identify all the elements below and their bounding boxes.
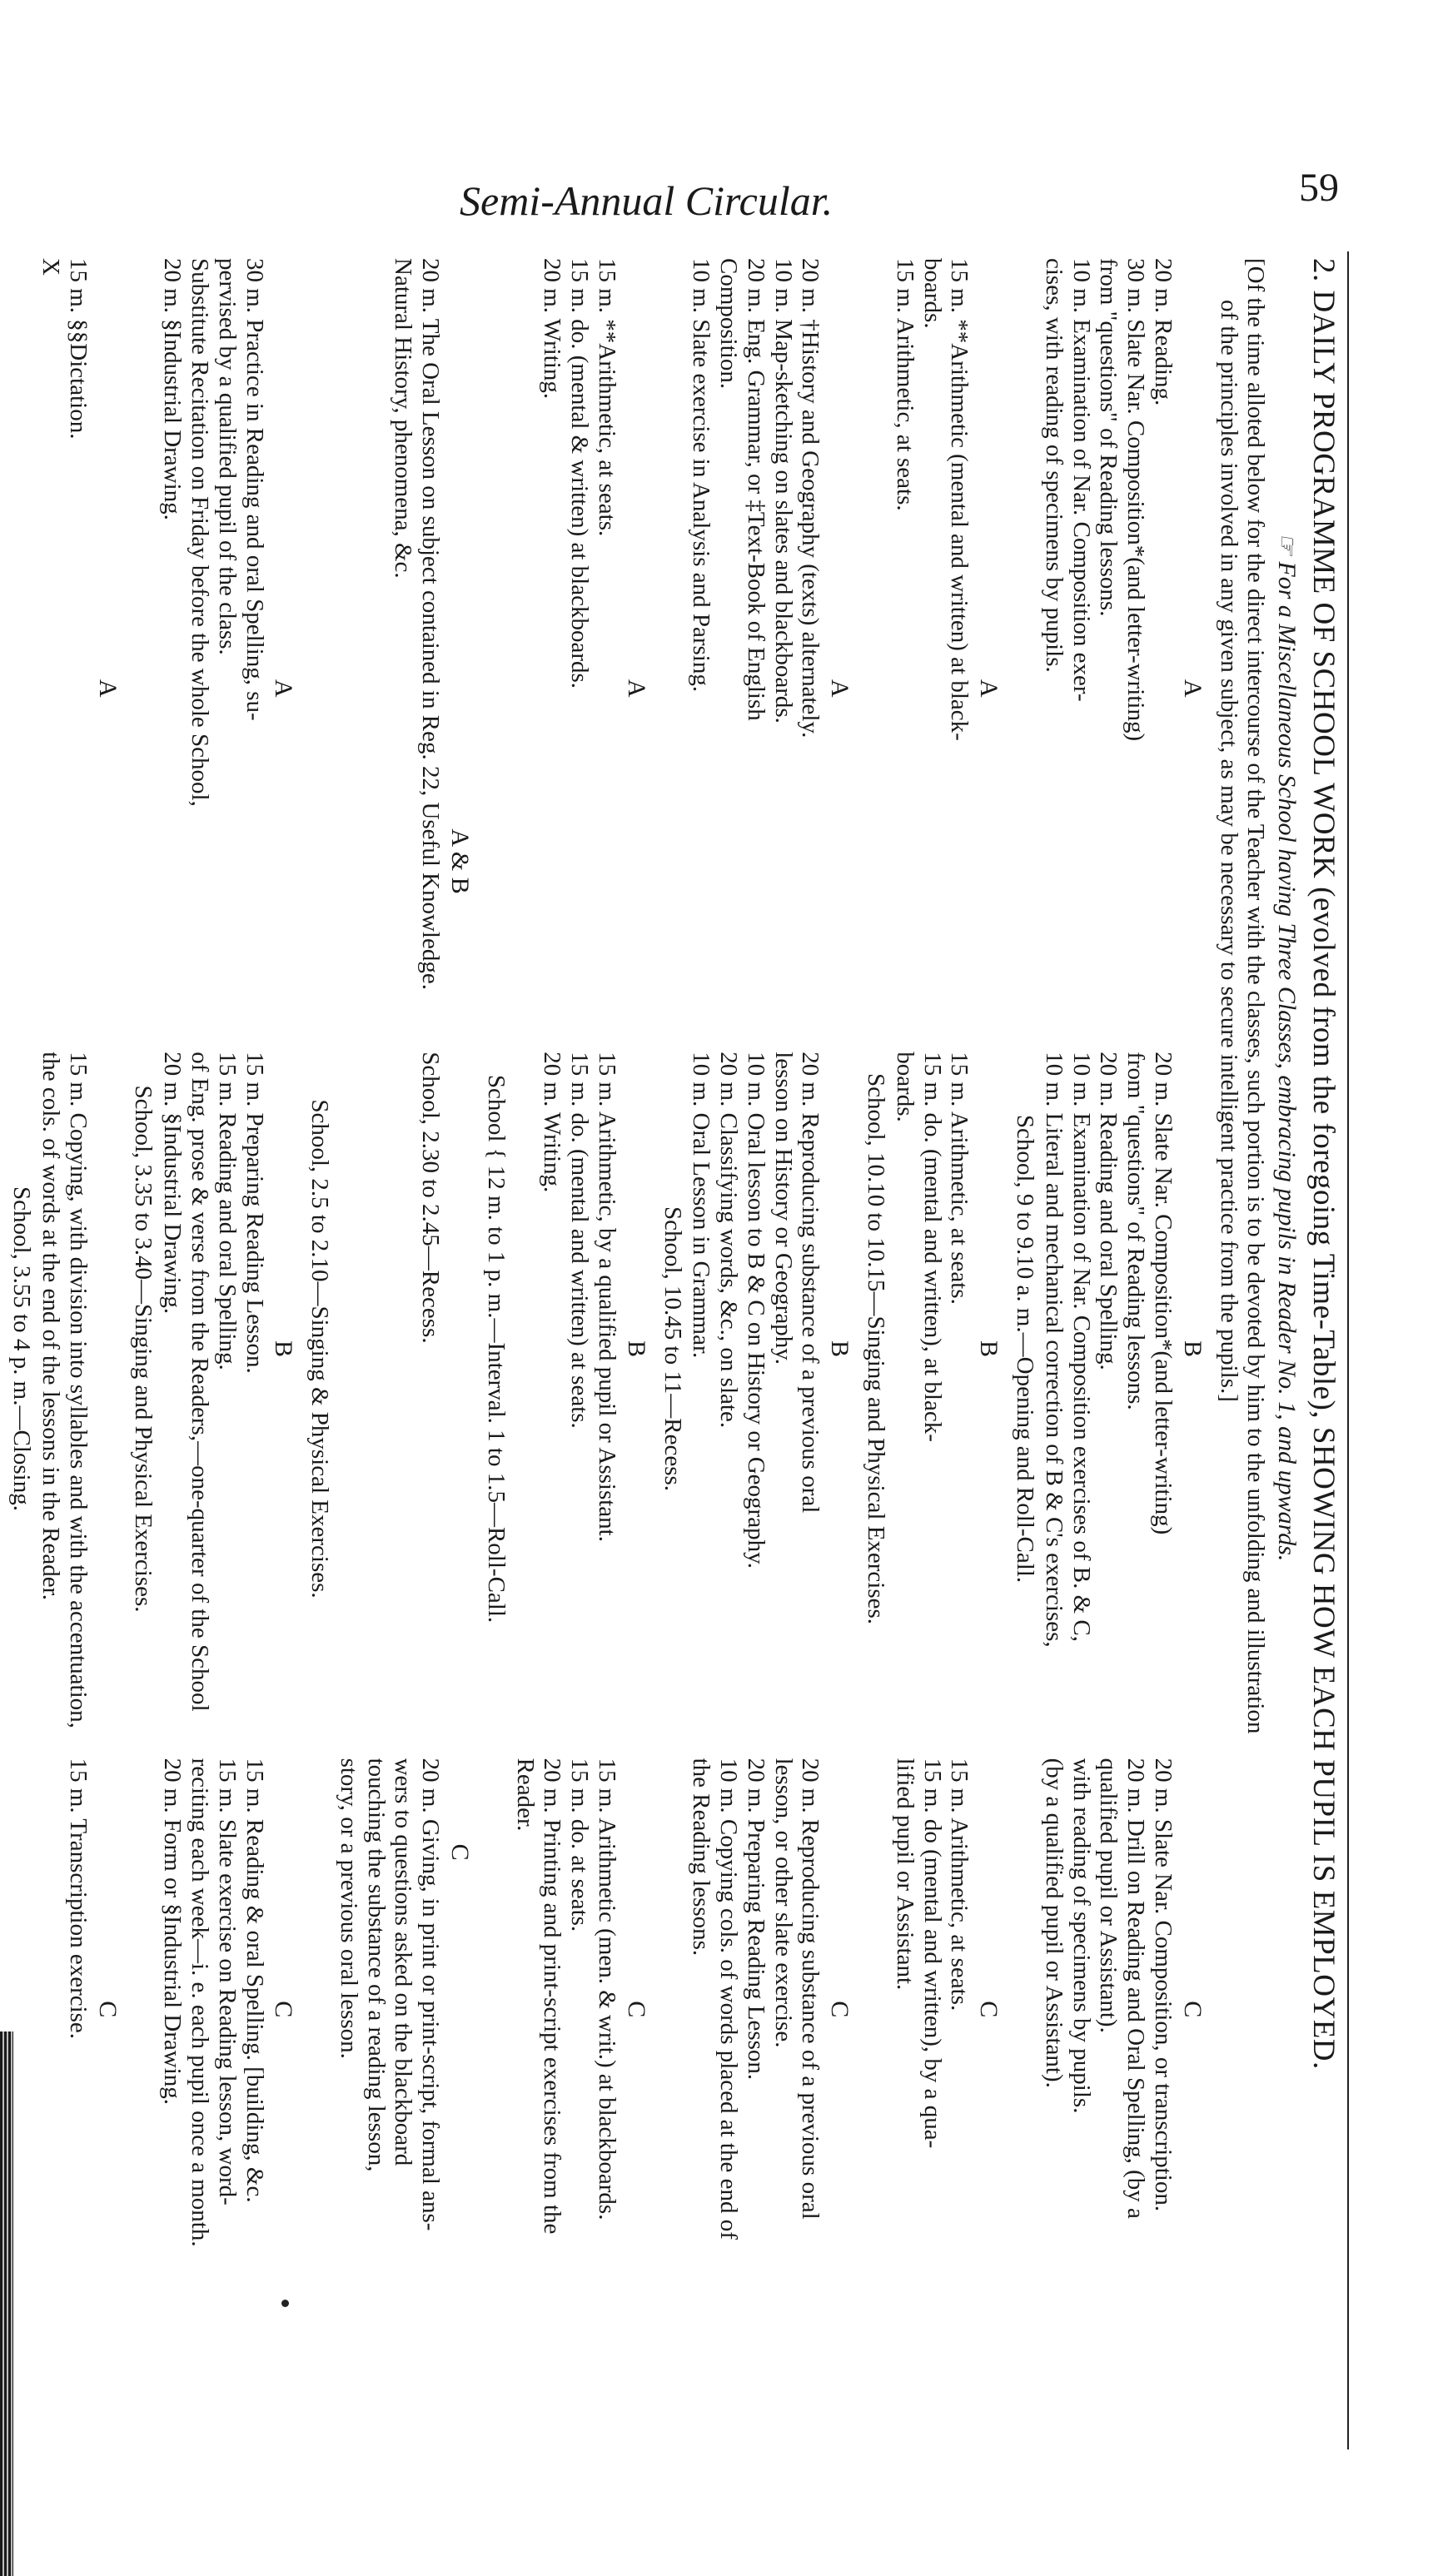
schedule-line: the Reading lessons. [688,1758,715,1957]
schedule-line: boards. [891,1052,918,1122]
class-heading: C [446,1843,475,1861]
schedule-line: 20 m. §Industrial Drawing. [159,258,187,520]
schedule-line: 10 m. Oral Lesson in Grammar. [688,1052,715,1359]
schedule-line: 15 m. do. at seats. [566,1758,594,1932]
school-time-line: School { 12 m. to 1 p. m.—Interval. 1 to 1.5—Roll-Call. [482,1074,510,1624]
schedule-row [511,258,620,2439]
schedule-block [482,258,650,2439]
schedule-line: with reading of specimens by pupils. [1067,1758,1095,2114]
schedule-line: lesson on History or Geography. [769,1052,797,1365]
schedule-line: X [37,258,65,276]
schedule-line: 30 m. Slate Nar. Composition*(and letter-writing) [1122,258,1150,742]
column-c [37,1758,92,2456]
class-headings [445,258,474,2439]
column-a [37,258,92,1043]
school-time-line: School, 2.5 to 2.10—Singing & Physical Exercises. [306,1099,334,1599]
schedule-line: pervised by a qualified pupil of the class. [213,258,241,655]
column-b [158,1052,267,1749]
schedule-line: lified pupil or Assistant. [891,1758,918,1991]
school-time-line: School, 10.10 to 10.15—Singing and Physical Exercises. [863,1072,890,1625]
schedule-line: 15 m. do. (mental and written) at seats. [566,1052,594,1429]
schedule-line: 10 m. Copying cols. of words placed at the end of [715,1758,743,2240]
schedule-line: 10 m. Examination of Nar. Composition exer- [1067,258,1095,702]
class-headings [974,258,1003,2439]
column-c [511,1758,620,2456]
class-heading: C [93,2001,122,2018]
schedule-line: 15 m. Arithmetic, by a qualified pupil or Assistant. [593,1052,620,1542]
class-headings [93,258,122,2439]
programme-blocks [8,258,1207,2439]
schedule-line: lesson, or other slate exercise. [769,1758,797,2048]
intro-line: [Of the time alloted below for the direct intercourse of the Teacher with the classes, such portion is to be devoted by him to the unfolding and illustration [1242,258,1270,1734]
schedule-line: 15 m. Transcription exercise. [64,1758,92,2040]
class-headings [1178,258,1207,2439]
schedule-line: 10 m. Oral lesson to B & C on History or Geography. [742,1052,769,1569]
schedule-line: 15 m. Arithmetic, at seats. [946,1758,973,2012]
class-heading: A [826,679,854,698]
programme-subheading: ☞ For a Miscellaneous School having Three Classes, embracing pupils in Reader No. 1, and upwards. [1273,533,1301,1562]
schedule-line: Natural History, phenomena, &c. [390,258,417,579]
class-heading: A [270,679,298,698]
schedule-row [158,258,267,2439]
programme-heading: 2. DAILY PROGRAMME OF SCHOOL WORK (evolved from the foregoing Time-Table), SHOWING HOW EACH PUPIL IS EMPLOYED. [1306,258,1341,2070]
schedule-line: boards. [918,258,946,329]
class-heading: A [93,679,122,698]
column-a [891,258,973,1043]
schedule-line: 15 m. Copying, with division into syllables and with the accentuation, [64,1052,92,1728]
column-b [335,1052,444,1749]
schedule-line: 20 m. Reading. [1149,258,1177,406]
schedule-line: 20 m. Printing and print-script exercises from the [539,1758,566,2235]
schedule-line: 15 m. Reading and oral Spelling. [213,1052,241,1370]
class-headings [270,258,298,2439]
column-a [511,258,620,1043]
class-heading: B [270,1340,298,1357]
schedule-line: 20 m. †History and Geography (texts) alternately. [797,258,824,738]
class-heading [93,1332,122,1365]
schedule-line: 15 m. Arithmetic (men. & writ.) at blackboards. [593,1758,620,2220]
schedule-line: 20 m. Reproducing substance of a previous oral [797,1052,824,1514]
schedule-row [1040,258,1177,2439]
class-heading: C [826,2001,854,2018]
schedule-line: wers to questions asked on the blackboard [390,1758,417,2166]
schedule-line: 30 m. Practice in Reading and oral Spelling, su- [241,258,268,721]
schedule-row [688,258,824,2439]
schedule-line: reciting each week—i. e. each pupil once a month. [187,1758,213,2247]
schedule-line: Reader. [511,1758,539,1832]
column-a [688,258,824,1043]
schedule-line: 15 m. §§Dictation. [64,258,92,440]
class-heading: A [1178,679,1207,698]
school-time-line: School, 9 to 9.10 a. m.—Opening and Roll-Call. [1012,1114,1039,1584]
column-b [37,1052,92,1749]
school-time-line: School, 10.45 to 11—Recess. [659,1206,686,1492]
schedule-line: 15 m. do. (mental & written) at blackboards. [566,258,594,689]
schedule-line: Substitute Recitation on Friday before the whole School, [187,258,213,807]
schedule-line: 20 m. Classifying words, &c., on slate. [715,1052,743,1429]
schedule-line: qualified pupil or Assistant). [1095,1758,1122,2033]
schedule-line: 15 m. do (mental and written), by a qua- [918,1758,946,2149]
schedule-line: 15 m. Slate exercise on Reading lesson, word- [213,1758,241,2206]
schedule-line: 15 m. Preparing Reading Lesson. [241,1052,268,1374]
schedule-line: the cols. of words at the end of the lessons in the Reader. [37,1052,65,1600]
schedule-line: 20 m. Giving, in print or print-script, formal ans- [417,1758,445,2231]
column-c [335,1758,444,2456]
class-heading: A & B [446,828,475,894]
schedule-line: 20 m. Writing. [539,1052,566,1193]
intro-line: of the principles involved in any given subject, as may be necessary to secure intelligent practice from the pupils.] [1215,300,1242,1402]
schedule-line: 10 m. Examination of Nar. Composition exercises of B. & C, [1067,1052,1095,1642]
schedule-line: 20 m. Eng. Grammar, or ‡Text-Book of English [742,258,769,721]
schedule-line: from "questions" of Reading lessons. [1095,258,1122,617]
class-heading: C [270,2001,298,2018]
class-heading: B [975,1340,1003,1357]
class-heading: A [975,679,1003,698]
schedule-block [306,258,474,2439]
schedule-line: touching the substance of a reading lesson, [362,1758,390,2172]
schedule-line: 15 m. **Arithmetic, at seats. [593,258,620,537]
column-b [1040,1052,1177,1749]
schedule-line: 10 m. Slate exercise in Analysis and Parsing. [688,258,715,693]
schedule-row [37,258,92,2439]
column-c [158,1758,267,2456]
class-heading: C [1178,2001,1207,2018]
column-a [1040,258,1177,1043]
schedule-block [1011,258,1206,2439]
rotated-programme [8,258,1341,2439]
school-time-line: School, 3.55 to 4 p. m.—Closing. [8,1186,36,1511]
class-heading: B [1178,1340,1207,1357]
schedule-line: 20 m. Preparing Reading Lesson. [742,1758,769,2081]
class-headings [622,258,650,2439]
column-c [688,1758,824,2456]
schedule-line: 20 m. Writing. [539,258,566,400]
schedule-row [335,258,444,2439]
class-heading: B [826,1340,854,1357]
page-number: 59 [1299,166,1339,210]
schedule-block [130,258,298,2439]
column-b [511,1052,620,1749]
schedule-line: Composition. [715,258,743,390]
header-rule [1347,251,1349,2449]
column-a [335,258,444,1043]
schedule-line: 20 m. The Oral Lesson on subject contained in Reg. 22, Useful Knowledge. [417,258,445,990]
schedule-line: 20 m. §Industrial Drawing. [159,1052,187,1315]
class-heading: B [622,1340,650,1357]
school-time-line: School, 3.35 to 3.40—Singing and Physical Exercises. [130,1085,157,1613]
schedule-line: 10 m. Literal and mechanical correction of B & C's exercises, [1040,1052,1067,1648]
schedule-line: 15 m. Arithmetic, at seats. [891,258,918,511]
schedule-row [891,258,973,2439]
column-b [688,1052,824,1749]
schedule-line: 20 m. Form or §Industrial Drawing. [159,1758,187,2105]
schedule-line: 20 m. Drill on Reading and Oral Spelling, (by a [1122,1758,1150,2219]
schedule-line: 10 m. Map-sketching on slates and blackboards. [769,258,797,724]
class-headings [825,258,853,2439]
schedule-line: School, 2.30 to 2.45—Recess. [417,1052,445,1344]
schedule-line: 20 m. Slate Nar. Composition*(and letter-writing) [1149,1052,1177,1535]
schedule-line: 20 m. Reproducing substance of a previous oral [797,1758,824,2220]
schedule-line: from "questions" of Reading lessons. [1122,1052,1150,1410]
column-b [891,1052,973,1749]
schedule-line: 15 m. Arithmetic, at seats. [946,1052,973,1305]
class-heading: C [975,2001,1003,2018]
schedule-line: 15 m. Reading & oral Spelling. [building, &c. [241,1758,268,2203]
schedule-line: cises, with reading of specimens by pupils. [1040,258,1067,673]
schedule-block [8,258,122,2439]
schedule-line: (by a qualified pupil or Assistant). [1040,1758,1067,2088]
schedule-line: 15 m. do. (mental and written), at black- [918,1052,946,1442]
schedule-block [862,258,1003,2439]
schedule-line: 20 m. Slate Nar. Composition, or transcription. [1149,1758,1177,2212]
class-heading: A [622,679,650,698]
column-c [1040,1758,1177,2456]
running-title: Semi-Annual Circular. [460,177,833,224]
column-c [891,1758,973,2456]
schedule-line: of Eng. prose & verse from the Readers,—one-quarter of the School [187,1052,213,1712]
column-a [158,258,267,1043]
schedule-block [659,258,853,2439]
schedule-line: 15 m. **Arithmetic (mental and written) at black- [946,258,973,741]
programme-intro [1215,258,1270,2439]
class-heading: C [622,2001,650,2018]
schedule-line: story, or a previous oral lesson. [335,1758,362,2059]
schedule-line: 20 m. Reading and oral Spelling. [1095,1052,1122,1370]
